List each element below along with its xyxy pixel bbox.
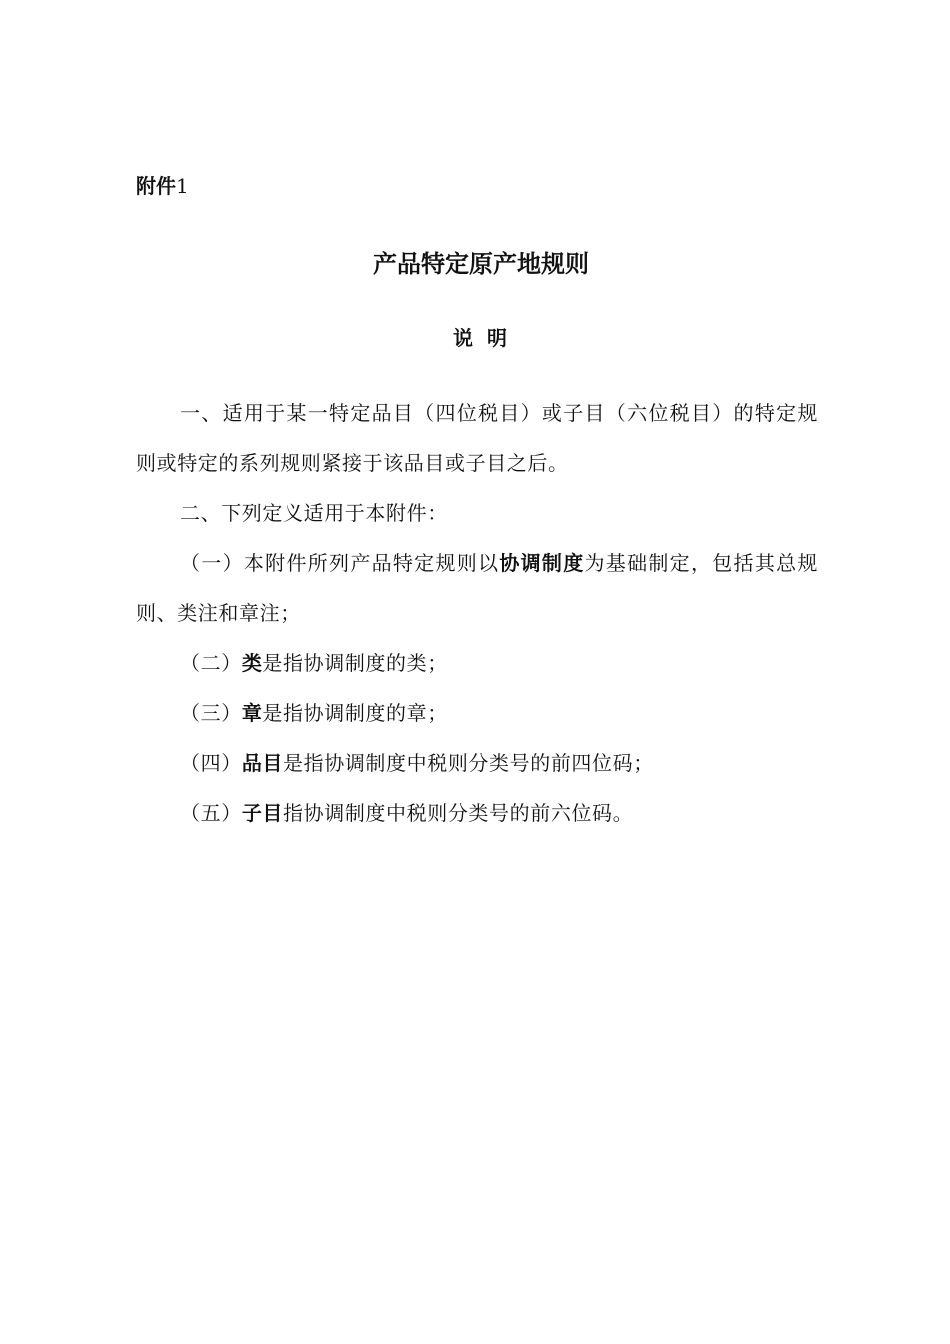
definition-chapter xyxy=(136,688,818,738)
definition-suffix: 是指协调制度的类； xyxy=(262,651,448,675)
definition-prefix: （三） xyxy=(180,701,242,725)
definition-prefix: （一）本附件所列产品特定规则以 xyxy=(180,551,500,575)
paragraph-scope xyxy=(136,388,818,488)
definition-suffix: 是指协调制度的章； xyxy=(262,701,448,725)
definition-heading xyxy=(136,738,818,788)
definition-term: 协调制度 xyxy=(499,551,585,575)
document-title: 产品特定原产地规则 xyxy=(373,250,589,278)
paragraph-definitions-intro-text: 二、下列定义适用于本附件： xyxy=(180,501,448,525)
paragraph-scope-text: 一、适用于某一特定品目（四位税目）或子目（六位税目）的特定规则或特定的系列规则紧接于该品目或子目之后。 xyxy=(136,401,818,475)
definition-subheading xyxy=(136,788,818,838)
definition-term: 子目 xyxy=(241,801,284,825)
definition-section xyxy=(136,638,818,688)
document-body xyxy=(136,388,818,838)
definition-suffix: 是指协调制度中税则分类号的前四位码； xyxy=(283,751,654,775)
definition-prefix: （五） xyxy=(180,801,242,825)
annex-label-text: 附件 xyxy=(136,174,176,198)
annex-number: 1 xyxy=(176,174,189,198)
definition-term: 章 xyxy=(241,701,263,725)
definition-suffix: 指协调制度中税则分类号的前六位码。 xyxy=(283,801,634,825)
definition-term: 类 xyxy=(241,651,263,675)
definition-prefix: （四） xyxy=(180,751,242,775)
definition-harmonized-system xyxy=(136,538,818,638)
definition-suffix: 为基础制定，包括其总规则、类注和章注； xyxy=(136,551,819,625)
annex-label xyxy=(136,172,189,200)
paragraph-definitions-intro xyxy=(136,488,818,538)
definition-term: 品目 xyxy=(241,751,284,775)
section-title: 说明 xyxy=(453,326,521,350)
definition-prefix: （二） xyxy=(180,651,242,675)
